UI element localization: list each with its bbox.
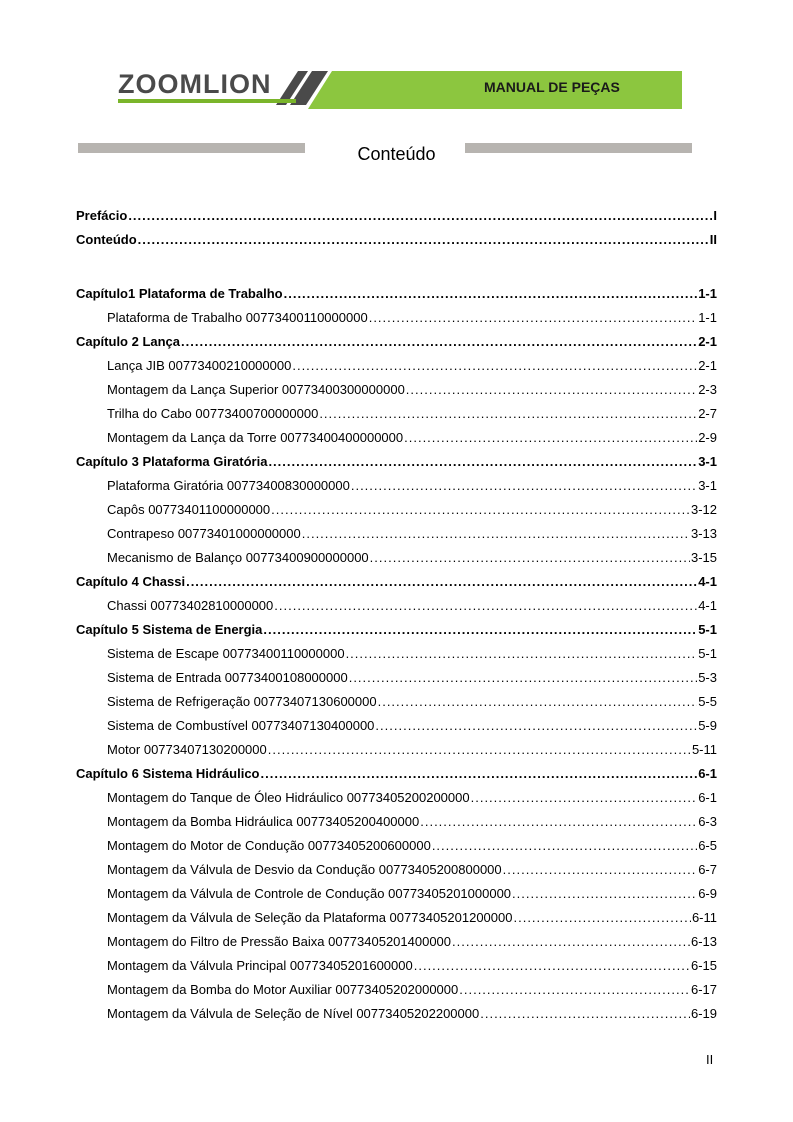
toc-label: Conteúdo bbox=[76, 232, 137, 247]
toc-label: Montagem do Filtro de Pressão Baixa 00773405201400000 bbox=[107, 934, 452, 949]
toc-label: Sistema de Refrigeração 00773407130600000 bbox=[107, 694, 377, 709]
toc-page-number: 3-12 bbox=[690, 502, 717, 517]
toc-leader-dots bbox=[128, 208, 712, 223]
toc-leader-dots bbox=[414, 958, 690, 973]
toc-label: Montagem da Lança da Torre 00773400400000000 bbox=[107, 430, 404, 445]
toc-page-number: 2-1 bbox=[698, 334, 717, 349]
toc-leader-dots bbox=[138, 232, 709, 247]
toc-page-number: 2-9 bbox=[698, 430, 717, 445]
toc-label: Capítulo 6 Sistema Hidráulico bbox=[76, 766, 260, 781]
toc-entry-row[interactable] bbox=[107, 598, 717, 616]
toc-label: Plataforma Giratória 00773400830000000 bbox=[107, 478, 350, 493]
toc-page-number: 6-19 bbox=[690, 1006, 717, 1021]
toc-page-number: 6-17 bbox=[690, 982, 717, 997]
toc-page-number: 3-1 bbox=[698, 478, 717, 493]
toc-entry-row[interactable] bbox=[107, 958, 717, 976]
toc-entry-row[interactable] bbox=[107, 430, 717, 448]
toc-leader-dots bbox=[346, 646, 698, 661]
toc-label: Montagem da Bomba Hidráulica 00773405200400000 bbox=[107, 814, 420, 829]
toc-page-number: 5-11 bbox=[691, 742, 717, 757]
logo-underline bbox=[118, 99, 296, 103]
toc-label: Montagem da Bomba do Motor Auxiliar 00773405202000000 bbox=[107, 982, 459, 997]
toc-entry-row[interactable] bbox=[107, 550, 717, 568]
toc-entry-row[interactable] bbox=[107, 742, 717, 760]
toc-leader-dots bbox=[480, 1006, 690, 1021]
toc-label: Capítulo 3 Plataforma Giratória bbox=[76, 454, 268, 469]
toc-leader-dots bbox=[292, 358, 697, 373]
toc-label: Trilha do Cabo 00773400700000000 bbox=[107, 406, 319, 421]
toc-entry-row[interactable] bbox=[107, 382, 717, 400]
toc-page-number: 3-13 bbox=[690, 526, 717, 541]
toc-entry-row[interactable] bbox=[107, 886, 717, 904]
toc-leader-dots bbox=[512, 886, 697, 901]
manual-title: MANUAL DE PEÇAS bbox=[484, 79, 620, 95]
toc-page-number: 6-3 bbox=[698, 814, 717, 829]
toc-page-number: 2-7 bbox=[698, 406, 717, 421]
toc-page-number: 6-9 bbox=[698, 886, 717, 901]
toc-entry-row[interactable] bbox=[107, 310, 717, 328]
toc-label: Lança JIB 00773400210000000 bbox=[107, 358, 292, 373]
toc-label: Montagem da Válvula de Desvio da Condução 00773405200800000 bbox=[107, 862, 502, 877]
toc-leader-dots bbox=[432, 838, 697, 853]
toc-label: Montagem da Válvula de Controle de Condução 00773405201000000 bbox=[107, 886, 512, 901]
toc-leader-dots bbox=[420, 814, 697, 829]
toc-leader-dots bbox=[452, 934, 690, 949]
toc-leader-dots bbox=[370, 550, 690, 565]
toc-page-number: 6-7 bbox=[698, 862, 717, 877]
toc-entry-row[interactable] bbox=[107, 814, 717, 832]
toc-leader-dots bbox=[513, 910, 690, 925]
toc-page-number: 5-9 bbox=[698, 718, 717, 733]
toc-label: Sistema de Entrada 00773400108000000 bbox=[107, 670, 348, 685]
toc-entry-row[interactable] bbox=[107, 502, 717, 520]
toc-heading-row[interactable] bbox=[76, 286, 717, 304]
toc-page-number: 6-11 bbox=[691, 910, 717, 925]
toc-heading-row[interactable] bbox=[76, 766, 717, 784]
toc-page-number: I bbox=[713, 208, 717, 223]
toc-page-number: 6-1 bbox=[698, 790, 717, 805]
toc-leader-dots bbox=[349, 670, 698, 685]
toc-heading-row[interactable] bbox=[76, 232, 717, 250]
toc-entry-row[interactable] bbox=[107, 1006, 717, 1024]
toc-page-number: 6-5 bbox=[698, 838, 717, 853]
toc-leader-dots bbox=[459, 982, 690, 997]
toc-label: Sistema de Combustível 00773407130400000 bbox=[107, 718, 375, 733]
toc-label: Montagem da Válvula de Seleção da Plataforma 00773405201200000 bbox=[107, 910, 513, 925]
toc-label: Montagem da Válvula Principal 00773405201600000 bbox=[107, 958, 413, 973]
toc-label: Motor 00773407130200000 bbox=[107, 742, 267, 757]
toc-leader-dots bbox=[181, 334, 697, 349]
toc-label: Prefácio bbox=[76, 208, 128, 223]
toc-label: Mecanismo de Balanço 00773400900000000 bbox=[107, 550, 369, 565]
toc-leader-dots bbox=[375, 718, 697, 733]
toc-page-number: 5-1 bbox=[698, 646, 717, 661]
toc-entry-row[interactable] bbox=[107, 838, 717, 856]
toc-leader-dots bbox=[274, 598, 697, 613]
toc-label: Contrapeso 00773401000000000 bbox=[107, 526, 301, 541]
toc-entry-row[interactable] bbox=[107, 718, 717, 736]
toc-heading-row[interactable] bbox=[76, 334, 717, 352]
toc-heading-row[interactable] bbox=[76, 454, 717, 472]
toc-label: Capítulo1 Plataforma de Trabalho bbox=[76, 286, 283, 301]
toc-entry-row[interactable] bbox=[107, 670, 717, 688]
toc-label: Montagem da Lança Superior 00773400300000000 bbox=[107, 382, 405, 397]
page-title: Conteúdo bbox=[357, 144, 436, 164]
toc-page-number: 6-15 bbox=[690, 958, 717, 973]
page-number: II bbox=[706, 1052, 714, 1067]
toc-leader-dots bbox=[302, 526, 690, 541]
toc-heading-row[interactable] bbox=[76, 622, 717, 640]
toc-page-number: II bbox=[709, 232, 717, 247]
toc-leader-dots bbox=[319, 406, 697, 421]
toc-leader-dots bbox=[471, 790, 698, 805]
toc-entry-row[interactable] bbox=[107, 694, 717, 712]
toc-page-number: 3-15 bbox=[690, 550, 717, 565]
toc-entry-row[interactable] bbox=[107, 478, 717, 496]
toc-page-number: 2-1 bbox=[698, 358, 717, 373]
toc-leader-dots bbox=[406, 382, 697, 397]
toc-leader-dots bbox=[351, 478, 697, 493]
toc-page-number: 4-1 bbox=[698, 574, 717, 589]
toc-page-number: 4-1 bbox=[698, 598, 717, 613]
toc-entry-row[interactable] bbox=[107, 862, 717, 880]
toc-label: Capôs 00773401100000000 bbox=[107, 502, 271, 517]
toc-page-number: 2-3 bbox=[698, 382, 717, 397]
toc-page-number: 1-1 bbox=[698, 286, 717, 301]
toc-label: Capítulo 2 Lança bbox=[76, 334, 181, 349]
toc-page-number: 5-1 bbox=[698, 622, 717, 637]
toc-entry-row[interactable] bbox=[107, 646, 717, 664]
page-header bbox=[112, 67, 682, 109]
toc-entry-row[interactable] bbox=[107, 934, 717, 952]
toc-heading-row[interactable] bbox=[76, 574, 717, 592]
toc-page-number: 5-5 bbox=[698, 694, 717, 709]
toc-leader-dots bbox=[369, 310, 698, 325]
toc-entry-row[interactable] bbox=[107, 526, 717, 544]
toc-label: Montagem do Motor de Condução 00773405200600000 bbox=[107, 838, 431, 853]
toc-page-number: 1-1 bbox=[698, 310, 717, 325]
toc-entry-row[interactable] bbox=[107, 406, 717, 424]
toc-label: Plataforma de Trabalho 00773400110000000 bbox=[107, 310, 368, 325]
toc-label: Chassi 00773402810000000 bbox=[107, 598, 274, 613]
toc-page-number: 3-1 bbox=[698, 454, 717, 469]
toc-label: Sistema de Escape 00773400110000000 bbox=[107, 646, 345, 661]
toc-label: Montagem do Tanque de Óleo Hidráulico 00773405200200000 bbox=[107, 790, 470, 805]
toc-leader-dots bbox=[263, 622, 697, 637]
toc-leader-dots bbox=[261, 766, 698, 781]
toc-label: Capítulo 4 Chassi bbox=[76, 574, 186, 589]
toc-leader-dots bbox=[268, 742, 691, 757]
toc-label: Capítulo 5 Sistema de Energia bbox=[76, 622, 263, 637]
toc-entry-row[interactable] bbox=[107, 910, 717, 928]
toc-page-number: 6-1 bbox=[698, 766, 717, 781]
toc-page-number: 6-13 bbox=[690, 934, 717, 949]
toc-leader-dots bbox=[378, 694, 698, 709]
zoomlion-logo: ZOOMLION bbox=[118, 69, 272, 99]
toc-leader-dots bbox=[284, 286, 698, 301]
toc-page-number: 5-3 bbox=[698, 670, 717, 685]
toc-leader-dots bbox=[404, 430, 697, 445]
toc-leader-dots bbox=[268, 454, 697, 469]
toc-entry-row[interactable] bbox=[107, 358, 717, 376]
toc-leader-dots bbox=[186, 574, 697, 589]
toc-leader-dots bbox=[271, 502, 690, 517]
toc-entry-row[interactable] bbox=[107, 982, 717, 1000]
toc-entry-row[interactable] bbox=[107, 790, 717, 808]
toc-label: Montagem da Válvula de Seleção de Nível 00773405202200000 bbox=[107, 1006, 480, 1021]
toc-leader-dots bbox=[503, 862, 698, 877]
toc-heading-row[interactable] bbox=[76, 208, 717, 226]
